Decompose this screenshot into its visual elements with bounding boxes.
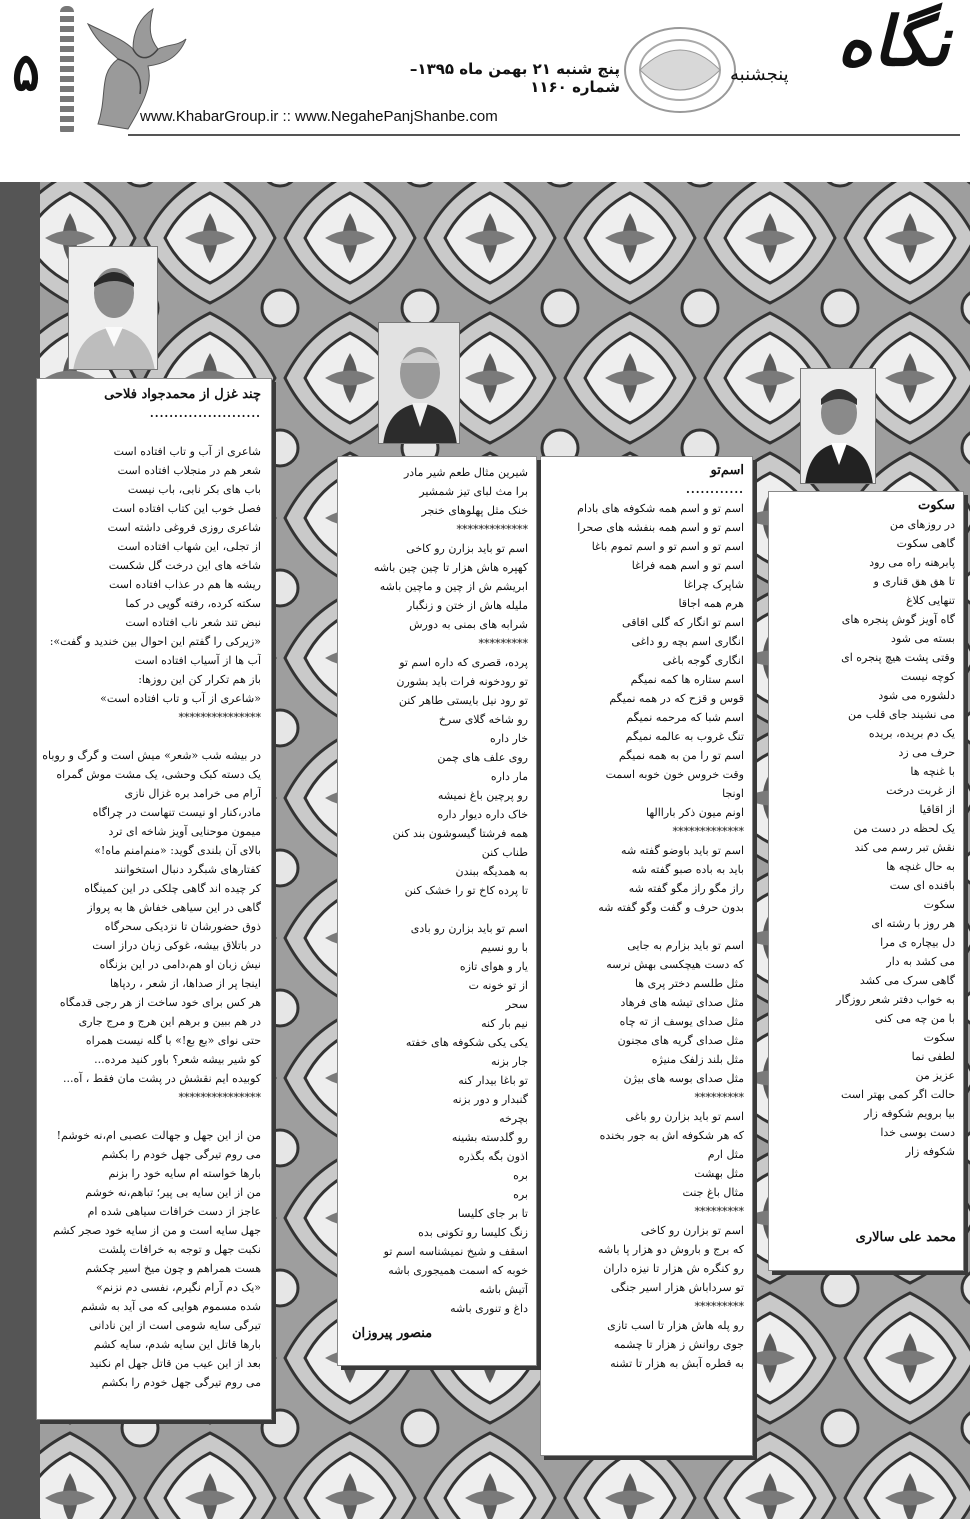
poem-line: بعد از این عیب من قاتل جهل ام نکنید: [89, 1357, 261, 1370]
poem-line: برا مث لبای تیز شمشیر: [419, 485, 528, 498]
poem-line: عزیز من: [915, 1069, 955, 1082]
poem-line: سکوت: [923, 898, 955, 911]
poem-line: که برج و باروش دو هزار پا باشه: [597, 1243, 744, 1256]
poem-column-sokoot: [768, 491, 964, 1271]
poem-line: کفتارهای شبگرد دنبال استخوانند: [114, 863, 261, 876]
poem-line: بافنده ای ست: [889, 879, 955, 892]
poem-line: وقتی پشت هیچ پنجره ای: [841, 651, 955, 664]
poem-lines-ghazal: [41, 442, 261, 1392]
poem-lines-esmeto: [545, 499, 744, 1373]
poem-line: اسم شبا که مرحمه نمیگم: [626, 711, 744, 724]
poem-line: نیش زبان او هم،دامی در این بزنگاه: [99, 958, 261, 971]
poem-line: کو شیر بیشه شعر؟ باور کنید مرده...: [94, 1053, 261, 1066]
poem-line: دل بیچاره ی مرا: [880, 936, 955, 949]
poem-line: مثل بهشت: [694, 1167, 744, 1180]
poem-line: آرام می خرامد بره غزال نازی: [124, 787, 261, 800]
poem-line: اسم تو را من به همه نمیگم: [618, 749, 744, 762]
poem-line: شعر هم در منجلاب افتاده است: [117, 464, 261, 477]
poem-line: یک دسته کبک وحشی، یک مشت موش گمراه: [56, 768, 261, 781]
stanza-gap: [545, 917, 744, 936]
poem-line: با رو نسیم: [480, 941, 528, 954]
poem-line: تو سرداباش هزار اسیر جنگی: [610, 1281, 744, 1294]
poem-line: خوبه که اسمت همیجوری باشه: [388, 1264, 528, 1277]
poem-lines-sokoot: [773, 515, 955, 1161]
poem-line: مثل صدای بوسه های بیژن: [623, 1072, 744, 1085]
author-photo-salari: [800, 368, 876, 484]
poem-line: اسم تو و اسم همه فراغا: [631, 559, 744, 572]
poem-line: جار بزنه: [490, 1055, 528, 1068]
poem-line: خاک داره دیوار داره: [437, 808, 528, 821]
poem-line: اونم میون ذکر باراالها: [645, 806, 744, 819]
author-photo-fallahi: [68, 246, 158, 370]
poem-line: *********: [694, 1205, 744, 1218]
poem-line: که دست هیچکسی بهش نرسه: [606, 958, 744, 971]
poem-line: نیم بار کنه: [481, 1017, 528, 1030]
poem-line: ***************: [178, 711, 261, 724]
poem-line: دلشوره می شود: [878, 689, 955, 702]
poem-line: باز هم تکرار کن این روزها:: [138, 673, 261, 686]
poem-line: بیا برویم شکوفه زار: [864, 1107, 955, 1120]
ornament-icon: [620, 20, 740, 120]
poem-line: شاعری روزی فروغی داشته است: [107, 521, 261, 534]
poem-line: شاپرک چراغا: [683, 578, 744, 591]
logo-main-text: نگاه: [837, 2, 950, 82]
poem-title-ghazal: چند غزل از محمدجواد فلاحی: [104, 387, 261, 402]
poem-line: تا پرده کاخ تو را خشک کنن: [404, 884, 528, 897]
poem-line: شکوفه زار: [905, 1145, 955, 1158]
page-number: ۵: [12, 42, 40, 103]
poem-line: در هم ببین و برهم این هرج و مرج جاری: [78, 1015, 261, 1028]
poem-line: از تجلی، این شهاب افتاده است: [117, 540, 261, 553]
poem-line: زنگ کلیسا رو تکونی بده: [418, 1226, 528, 1239]
poem-line: رو کنگره ش هزار تا نیزه داران: [603, 1262, 744, 1275]
poem-line: یک لحظه در دست من: [853, 822, 955, 835]
poem-line: رو پرچین باغ نمیشه: [437, 789, 528, 802]
poem-line: داغ و تنوری باشه: [450, 1302, 528, 1315]
poem-line: مثل بلند زلفک منیژه: [651, 1053, 744, 1066]
poem-line: «یک دم آرام نگیرم، نفسی دم نزنم»: [95, 1281, 261, 1294]
poem-line: تنگ غروب به عالمه نمیگم: [625, 730, 744, 743]
poem-line: می روم تیرگی جهل خودم را بکشم: [101, 1376, 261, 1389]
poem-line: مثل ارم: [707, 1148, 744, 1161]
poem-line: قوس و قزح که در همه نمیگم: [609, 692, 744, 705]
poem-line: پرده، قصری که داره اسم تو: [399, 656, 528, 669]
poem-line: اسم تو باید باوضو گفته شه: [621, 844, 744, 857]
poem-line: اسم تو و اسم تو و اسم تموم باغا: [591, 540, 744, 553]
poem-line: نقش تبر رسم می کند: [854, 841, 955, 854]
poem-line: مادر،کنار او نیست تنهاست در چراگاه: [92, 806, 261, 819]
poem-line: بسته می شود: [891, 632, 955, 645]
poem-column-ghazal: [36, 378, 272, 1420]
poem-line: یکی یکی شکوفه های خفته: [405, 1036, 528, 1049]
poem-line: اسم تو باید بزارن رو باغی: [625, 1110, 744, 1123]
poem-line: یار و هوای تازه: [459, 960, 528, 973]
poem-line: اسم تو انگار که گلی اقاقی: [622, 616, 744, 629]
poem-line: بالای آن بلندی گوید: «منم‌امنم ماه!»: [94, 844, 261, 857]
poem-line: اسم ستاره ها کمه نمیگم: [630, 673, 744, 686]
poem-line: میمون موحنایی آویز شاخه ای ترد: [108, 825, 261, 838]
poem-title-dots-ghazal: .......................: [149, 407, 261, 420]
poem-line: باید به باده صبو گفته شه: [631, 863, 744, 876]
poem-line: بارها قاتل این سایه شدم، سایه کشم: [93, 1338, 261, 1351]
issue-date-line: پنج شنبه ۲۱ بهمن ماه ۱۳۹۵– شماره ۱۱۶۰: [409, 60, 620, 96]
poem-line: «زیرکی را گفتم این احوال بین خندید و گفت»:: [49, 635, 261, 648]
poem-title-dots: ............: [686, 483, 744, 496]
poem-line: همه فرشتا گیسوشون بند کنن: [392, 827, 528, 840]
poem-line: می روم تیرگی جهل خودم را بکشم: [101, 1148, 261, 1161]
poem-line: عاجز از دست خرافات سیاهی شده ام: [87, 1205, 261, 1218]
poem-line: هست همراهم و چون میخ اسیر چکشم: [85, 1262, 261, 1275]
poem-line: با غنچه ها: [910, 765, 955, 778]
poem-line: به همدیگه ببندن: [455, 865, 528, 878]
poem-line: انگاری اسم بچه رو داغی: [631, 635, 744, 648]
poem-line: مثل صدای تیشه های فرهاد: [620, 996, 744, 1009]
poem-line: من از این جهل و جهالت عصبی ام،نه خوشم!: [56, 1129, 261, 1142]
poem-line: سکوت: [923, 1031, 955, 1044]
author-name-salari: محمد علی سالاری: [855, 1230, 956, 1245]
poem-line: مثل صدای یوسف از ته چاه: [619, 1015, 744, 1028]
poem-line: «شاعری از آب و تاب افتاده است»: [100, 692, 261, 705]
poem-title-esmeto: اسم‌تو: [710, 463, 744, 478]
poem-line: کوبیده ایم نقشش در پشت مان فقط ، آه...: [62, 1072, 261, 1085]
poem-line: اسم تو بزارن رو کاخی: [640, 1224, 744, 1237]
poem-line: بچرخه: [499, 1112, 528, 1125]
newspaper-header: [0, 0, 970, 150]
poem-line: شاعری از آب و تاب افتاده است: [113, 445, 261, 458]
poem-line: در بیشه شب «شعر» میش است و گرگ و روباه: [42, 749, 261, 762]
poem-line: لطفی نما: [911, 1050, 955, 1063]
poem-line: گاهی در این سیاهی خفاش ها به پرواز: [87, 901, 261, 914]
poem-line: شیرین مثال طعم شیر مادر: [403, 466, 528, 479]
poem-line: سکته کرده، رفته گویی در کما: [125, 597, 261, 610]
poem-column-pirouzan: [337, 456, 537, 1366]
poem-line: من از این سایه بی پیر؛ تباهم،نه خوشم: [85, 1186, 261, 1199]
poem-line: از تو خونه ت: [468, 979, 528, 992]
header-divider: [128, 134, 960, 136]
poem-line: رو شاخه گلای سرخ: [438, 713, 528, 726]
poem-line: بره: [513, 1169, 528, 1182]
poem-line: هرم همه اجاقا: [678, 597, 744, 610]
poem-line: اسم تو و اسم همه بنفشه های صحرا: [577, 521, 744, 534]
chain-ornament: [60, 6, 74, 136]
website-url[interactable]: www.KhabarGroup.ir :: www.NegahePanjShanbe.com: [140, 108, 498, 125]
poem-line: هر کس برای خود ساخت از هر رجی قدمگاه: [59, 996, 261, 1009]
poem-line: در روزهای من: [889, 518, 955, 531]
page-number-box: [4, 8, 66, 128]
poem-line: ابریشم ش از چین و ماچین باشه: [379, 580, 528, 593]
poem-line: جهل سایه است و من از سایه خود صجر کشم: [52, 1224, 261, 1237]
poem-line: شرابه های بمنی به دورش: [409, 618, 528, 631]
poem-line: در باتلاق بیشه، غوکی زبان دراز است: [92, 939, 261, 952]
poem-line: بره: [513, 1188, 528, 1201]
poem-line: یک دم بریده، بریده: [868, 727, 955, 740]
poem-line: مليله هاش از ختن و زنگبار: [406, 599, 528, 612]
poem-line: مثل صدای گریه های مجنون: [617, 1034, 744, 1047]
poem-line: ذوق حضورشان تا نزدیکی سحرگاه: [104, 920, 261, 933]
poem-line: تو باغا بیدار کنه: [458, 1074, 528, 1087]
poem-line: وقت خروس خون خوبه اسمت: [605, 768, 744, 781]
poem-line: اسقف و شیخ نمیشناسه اسم تو: [383, 1245, 528, 1258]
poem-line: اسم تو باید بزارن رو کاخی: [406, 542, 528, 555]
poem-line: *********: [694, 1091, 744, 1104]
poem-line: اسم تو و اسم همه شکوفه های بادام: [577, 502, 744, 515]
stanza-gap: [342, 900, 528, 919]
poem-line: بدون حرف و گفت وگو گفته شه: [598, 901, 744, 914]
poem-line: انگاری گوجه باغی: [662, 654, 744, 667]
poem-line: خار داره: [490, 732, 528, 745]
poem-line: شاخه های این درخت گل شکست: [108, 559, 261, 572]
poem-line: می کشد به دار: [886, 955, 955, 968]
poem-line: بارها خواسته ام سایه خود را بزنم: [108, 1167, 261, 1180]
poem-line: گنبدار و دور بزنه: [452, 1093, 528, 1106]
poem-line: با من چه می کنی: [874, 1012, 955, 1025]
poem-line: طناب کنن: [481, 846, 528, 859]
poem-line: کوچه نیست: [900, 670, 955, 683]
poem-line: شده مسموم هوایی که می آید به ششم: [81, 1300, 261, 1313]
poem-line: آب ها از آسیاب افتاده است: [134, 654, 261, 667]
poem-line: مثال باغ جنت: [682, 1186, 744, 1199]
poem-line: گاهی سرک می کشد: [859, 974, 955, 987]
poem-line: پابرهنه راه می رود: [869, 556, 955, 569]
poem-line: کهپره هاش هزار تا چین چین باشه: [373, 561, 528, 574]
poem-line: تا بر جای کلیسا: [457, 1207, 528, 1220]
author-photo-pirouzan: [378, 322, 460, 444]
poem-line: از غربت درخت: [886, 784, 955, 797]
stanza-gap: [41, 727, 261, 746]
poem-line: تا هق هق قناری و: [873, 575, 955, 588]
logo-sub-text: پنجشنبه: [730, 64, 789, 85]
poem-line: رو پله هاش هزار تا اسب تازی: [607, 1319, 744, 1332]
poem-line: می نشیند جای قلب من: [847, 708, 955, 721]
poem-line: ***************: [178, 1091, 261, 1104]
poem-line: ریشه ها هم در عذاب افتاده است: [108, 578, 261, 591]
poem-line: مار داره: [490, 770, 528, 783]
poem-line: فصل خوب این کتاب افتاده است: [112, 502, 261, 515]
poem-line: *************: [456, 523, 528, 536]
poem-line: به خواب دفتر شعر روزگار: [836, 993, 955, 1006]
poem-line: گاه آویز گوش پنجره های: [841, 613, 955, 626]
poem-title-sokoot: سکوت: [917, 498, 955, 513]
poem-line: آتیش باشه: [479, 1283, 528, 1296]
poem-line: اسم تو باید بزارم به جایی: [627, 939, 744, 952]
poem-line: باب های بکر نابی، باب نیست: [127, 483, 261, 496]
poem-line: مثل طلسم دختر پری ها: [634, 977, 744, 990]
poem-line: کر چیده اند گاهی چلکی در این کمینگاه: [84, 882, 261, 895]
poem-line: حتی نوای «بع بع!» با گله نیست همراه: [85, 1034, 261, 1047]
poem-line: خنک مثل پهلوهای خنجر: [421, 504, 528, 517]
poem-line: اسم تو باید بزارن رو بادی: [410, 922, 528, 935]
poem-line: اونجا: [722, 787, 744, 800]
poem-line: *************: [672, 825, 744, 838]
poem-line: حالت اگر کمی بهتر است: [840, 1088, 955, 1101]
poem-line: هر روز با رشته ای: [871, 917, 955, 930]
poem-line: دست بوسی خدا: [880, 1126, 955, 1139]
poem-line: روی علف های چمن: [437, 751, 528, 764]
poem-line: سحر: [505, 998, 528, 1011]
stanza-gap: [41, 1107, 261, 1126]
poem-line: نکبت جهل و توجه به خرافات پلشت: [98, 1243, 261, 1256]
poem-line: حرف می زد: [898, 746, 955, 759]
poem-line: تیرگی سایه شومی است از این نادانی: [89, 1319, 261, 1332]
poem-line: راز مگو راز مگو گفته شه: [628, 882, 744, 895]
author-name-pirouzan: منصور پیروزان: [352, 1326, 433, 1341]
poem-line: گاهی سکوت: [896, 537, 955, 550]
poem-line: به قطره آبش به هزار تا تشنه: [610, 1357, 744, 1370]
poem-line: از اقاقیا: [919, 803, 955, 816]
poem-line: تنهایی کلاغ: [906, 594, 955, 607]
poem-column-esmeto: [540, 456, 753, 1456]
poem-line: رو گلدسته بشینه: [451, 1131, 528, 1144]
poem-line: که هر شکوفه اش به جور بخنده: [599, 1129, 744, 1142]
poem-line: به حال غنچه ها: [886, 860, 955, 873]
poem-line: *********: [478, 637, 528, 650]
poem-line: نبض تند شعر ناب افتاده است: [125, 616, 261, 629]
poem-line: جوی روانش ز هزار تا چشمه: [613, 1338, 744, 1351]
poem-line: تو رودخونه فرات باید بشورن: [396, 675, 528, 688]
poem-lines-pirouzan: [342, 463, 528, 1318]
spacer: [41, 423, 261, 442]
poem-line: تو رود نیل بایستی طاهر کنن: [398, 694, 528, 707]
poem-line: اینجا پر از صداها، از شعر ، ردپاها: [109, 977, 261, 990]
logo: [730, 2, 960, 112]
poem-line: اذون بگه بگذره: [458, 1150, 528, 1163]
poem-line: *********: [694, 1300, 744, 1313]
